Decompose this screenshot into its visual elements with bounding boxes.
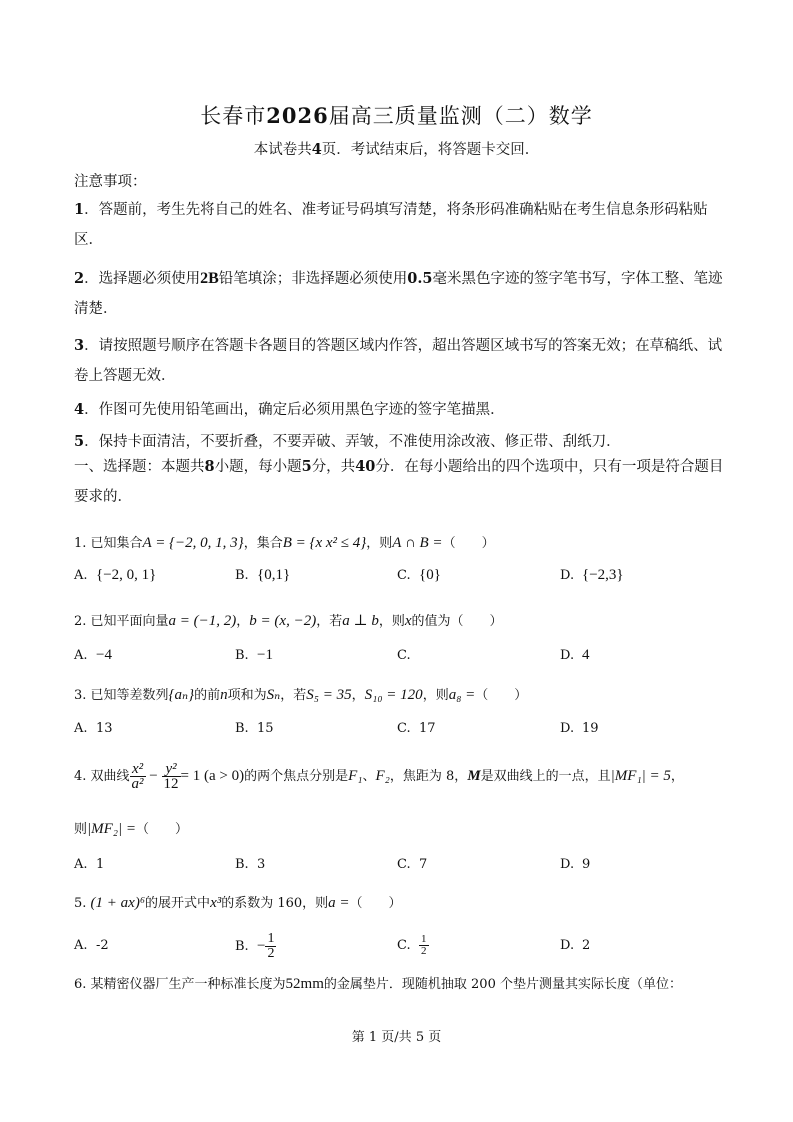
question-1-options [74,567,724,589]
option-value: 2 [582,938,591,953]
notice-item-1 [74,195,724,255]
title-year: 2026 [266,103,329,128]
option-label: A. [74,721,88,736]
vector-a: a = (−1, 2) [168,613,237,629]
option-label: A. [74,568,88,583]
s5-value: S₅ = 35 [306,687,352,703]
focus-1: F₁ [348,768,363,784]
option-label: A. [74,938,88,953]
subtitle-text-b: 页．考试结束后，将答题卡交回． [321,142,540,158]
perp-condition: a ⊥ b [342,613,379,629]
partial-sum: Sₙ [266,687,281,703]
q-text: 、 [362,769,376,784]
option-fraction [265,932,276,961]
notice-num: 2 [74,270,85,287]
q-text: 3. 已知等差数列 [74,688,169,703]
frac-den: 12 [163,776,179,792]
page-title [0,100,793,130]
option-label: B. [235,721,249,736]
section-total: 40 [355,458,376,475]
option-c[interactable] [397,647,419,664]
option-value: 9 [582,857,591,872]
q-text: 1. 已知集合 [74,536,143,551]
option-label: C. [397,938,411,953]
notice-text: ．请按照题号顺序在答题卡各题目的答题区域内作答，超出答题区域书写的答案无效；在草稿纸、试卷上答题无效． [74,338,723,384]
variable-n: n [220,687,228,703]
section-each: 5 [301,458,312,475]
frac-den: a² [131,776,144,792]
option-label: D. [560,938,575,953]
option-b[interactable] [235,928,276,965]
section-text-b: 小题，每小题 [214,459,302,475]
section-heading [74,452,724,512]
question-3-options [74,721,724,743]
frac-num: 1 [267,931,275,946]
option-value: 13 [96,721,113,736]
option-a[interactable] [74,928,109,964]
option-label: B. [235,939,249,954]
notice-item-3 [74,331,724,391]
notice-text-a: ．选择题必须使用 [84,271,201,287]
option-value: {−2, 0, 1} [96,567,157,583]
section-count: 8 [204,458,215,475]
option-sign: − [257,938,266,954]
q-text: 的两个焦点分别是 [244,769,349,784]
question-5-options [74,928,724,964]
question-5-stem [74,892,402,912]
fraction-x [130,762,146,791]
frac-num: 1 [421,933,427,945]
option-value: −4 [96,647,112,663]
q-text: ，若 [280,688,307,703]
option-value: 19 [582,721,599,736]
section-text-c: 分，共 [311,459,356,475]
option-label: B. [235,648,249,663]
option-d[interactable] [560,857,590,872]
notice-num: 1 [74,201,85,218]
x-cubed: x³ [210,895,222,911]
subtitle-pages: 4 [311,141,322,158]
option-d[interactable] [560,928,590,964]
q-text: 项和为 [227,688,267,703]
option-value: {0} [419,567,441,583]
q-text: 的值为（ ） [411,614,503,629]
q-text: 5. [74,896,87,911]
option-a[interactable] [74,721,113,736]
notice-num: 3 [74,337,85,354]
notice-num: 5 [74,433,85,450]
q-text: ， [670,769,684,784]
pencil-grade: 2B [200,270,219,287]
vector-b: b = (x, −2) [249,613,317,629]
option-label: B. [235,857,249,872]
option-c[interactable] [397,721,436,736]
option-value: 17 [419,721,436,736]
q-text: ，则 [378,614,405,629]
binomial-expr: (1 + ax)⁶ [90,895,146,911]
option-value: 4 [582,647,590,663]
option-b[interactable] [235,567,290,584]
hyperbola-eq: = 1 (a > 0) [180,768,245,784]
section-text-d: 分．在每小题给出的四个选项中，只有一项是符合题目要求的． [74,459,724,505]
question-4-stem: 4. 双曲线 $\frac{\text{x²}}{\text{a²}}$ − $\frac{\text{y²}}{12}$ = 1 (a > 0)的两个焦点分别是F₁、F₂，焦距为 8，M是双曲线上的一点，且|MF₁| = 5， [74,761,684,792]
option-value: {−2,3} [582,567,624,583]
option-value: 3 [257,857,266,872]
question-3-stem [74,684,527,704]
answer-paren: （ ） [475,688,528,703]
option-label: C. [397,568,411,583]
notice-text-c: 毫米黑色字迹的签字笔书写，字体工整、笔迹清楚． [74,271,723,317]
option-label: D. [560,857,575,872]
option-value: -2 [96,938,109,953]
question-6-stem [74,973,682,993]
option-d[interactable] [560,647,590,664]
frac-num: x² [130,762,146,777]
option-label: D. [560,568,575,583]
question-4-options [74,857,724,879]
q-text: 是双曲线上的一点，且 [480,769,611,784]
option-label: A. [74,648,88,663]
subtitle-text-a: 本试卷共 [253,142,312,158]
notice-text: ．保持卡面清洁，不要折叠，不要弄破、弄皱，不准使用涂改液、修正带、刮纸刀． [84,434,621,450]
frac-den: 2 [421,945,427,957]
subtitle [0,138,793,159]
intersection-expr: A ∩ B = [392,535,443,551]
question-1-stem [74,532,495,552]
point-m: M [467,768,481,784]
answer-paren: （ ） [442,536,495,551]
option-b[interactable] [235,721,274,736]
option-value: 15 [257,721,274,736]
page-footer: 第 1 页/共 5 页 [351,1030,442,1045]
option-label: A. [74,857,88,872]
a8-expr: a₈ = [448,687,476,703]
option-d[interactable] [560,721,599,736]
option-label: C. [397,857,411,872]
q-text: 则 [74,822,88,837]
option-c[interactable] [397,857,427,872]
q-text: ，则 [422,688,449,703]
notice-heading: 注意事项： [74,174,147,190]
s10-value: S₁₀ = 120 [364,687,423,703]
option-a[interactable] [74,857,104,872]
q-text: ，焦距为 8， [389,769,468,784]
question-2-stem [74,610,503,630]
option-a[interactable] [74,567,156,584]
frac-num: y² [162,762,181,777]
focus-2: F₂ [375,768,390,784]
option-value: 7 [419,857,428,872]
option-value: −1 [257,647,273,663]
option-c[interactable] [397,928,429,964]
notice-text: ．作图可先使用铅笔画出，确定后必须用黑色字迹的签字笔描黑． [84,402,505,418]
pen-width: 0.5 [407,270,433,287]
q-text: 的前 [194,688,221,703]
option-value: {0,1} [257,567,291,583]
set-a: A = {−2, 0, 1, 3} [142,535,244,551]
q-text: ，若 [316,614,343,629]
q-text: ，集合 [243,536,283,551]
q-text: 的金属垫片．现随机抽取 200 个垫片测量其实际长度（单位： [323,977,682,992]
q-text: 的展开式中 [145,896,211,911]
option-label: C. [397,721,411,736]
q-text: ， [236,614,250,629]
option-label: D. [560,721,575,736]
a-expr: a = [328,895,350,911]
notice-item-2 [74,264,724,324]
option-label: B. [235,568,249,583]
standard-length: 52mm [285,976,324,992]
q-text: 的系数为 160，则 [221,896,329,911]
option-b[interactable] [235,647,273,664]
answer-paren: （ ） [136,822,189,837]
option-label: D. [560,648,575,663]
option-b[interactable] [235,857,265,872]
question-4-stem-line2 [74,818,188,838]
q-text: 6. 某精密仪器厂生产一种标准长度为 [74,977,286,992]
option-c[interactable] [397,567,441,584]
set-b: B = {x x² ≤ 4} [282,535,367,551]
notice-item-4 [74,398,724,419]
notice-text-b: 铅笔填涂；非选择题必须使用 [218,271,408,287]
q-text: ， [351,688,365,703]
option-d[interactable] [560,567,624,584]
question-2-options [74,647,724,669]
mf1-value: |MF₁| = 5 [610,768,671,784]
answer-paren: （ ） [349,896,402,911]
q-text: ，则 [366,536,393,551]
option-fraction [419,934,429,957]
q-text: 4. 双曲线 [74,769,130,784]
notice-text: ．答题前，考生先将自己的姓名、准考证号码填写清楚，将条形码准确粘贴在考生信息条形码粘贴区． [74,202,708,248]
q-text: 2. 已知平面向量 [74,614,169,629]
variable-x: x [404,613,412,629]
title-city: 长春市 [200,104,267,128]
option-value: 1 [96,857,105,872]
option-a[interactable] [74,647,112,664]
sequence: {aₙ} [168,687,195,703]
title-rest: 届高三质量监测（二）数学 [328,104,593,128]
section-text-a: 一、选择题：本题共 [74,459,205,475]
notice-item-5 [74,430,724,451]
option-label: C. [397,648,411,663]
mf2-expr: |MF₂| = [87,821,137,837]
notice-num: 4 [74,401,85,418]
frac-den: 2 [267,946,275,961]
fraction-y [162,762,181,791]
